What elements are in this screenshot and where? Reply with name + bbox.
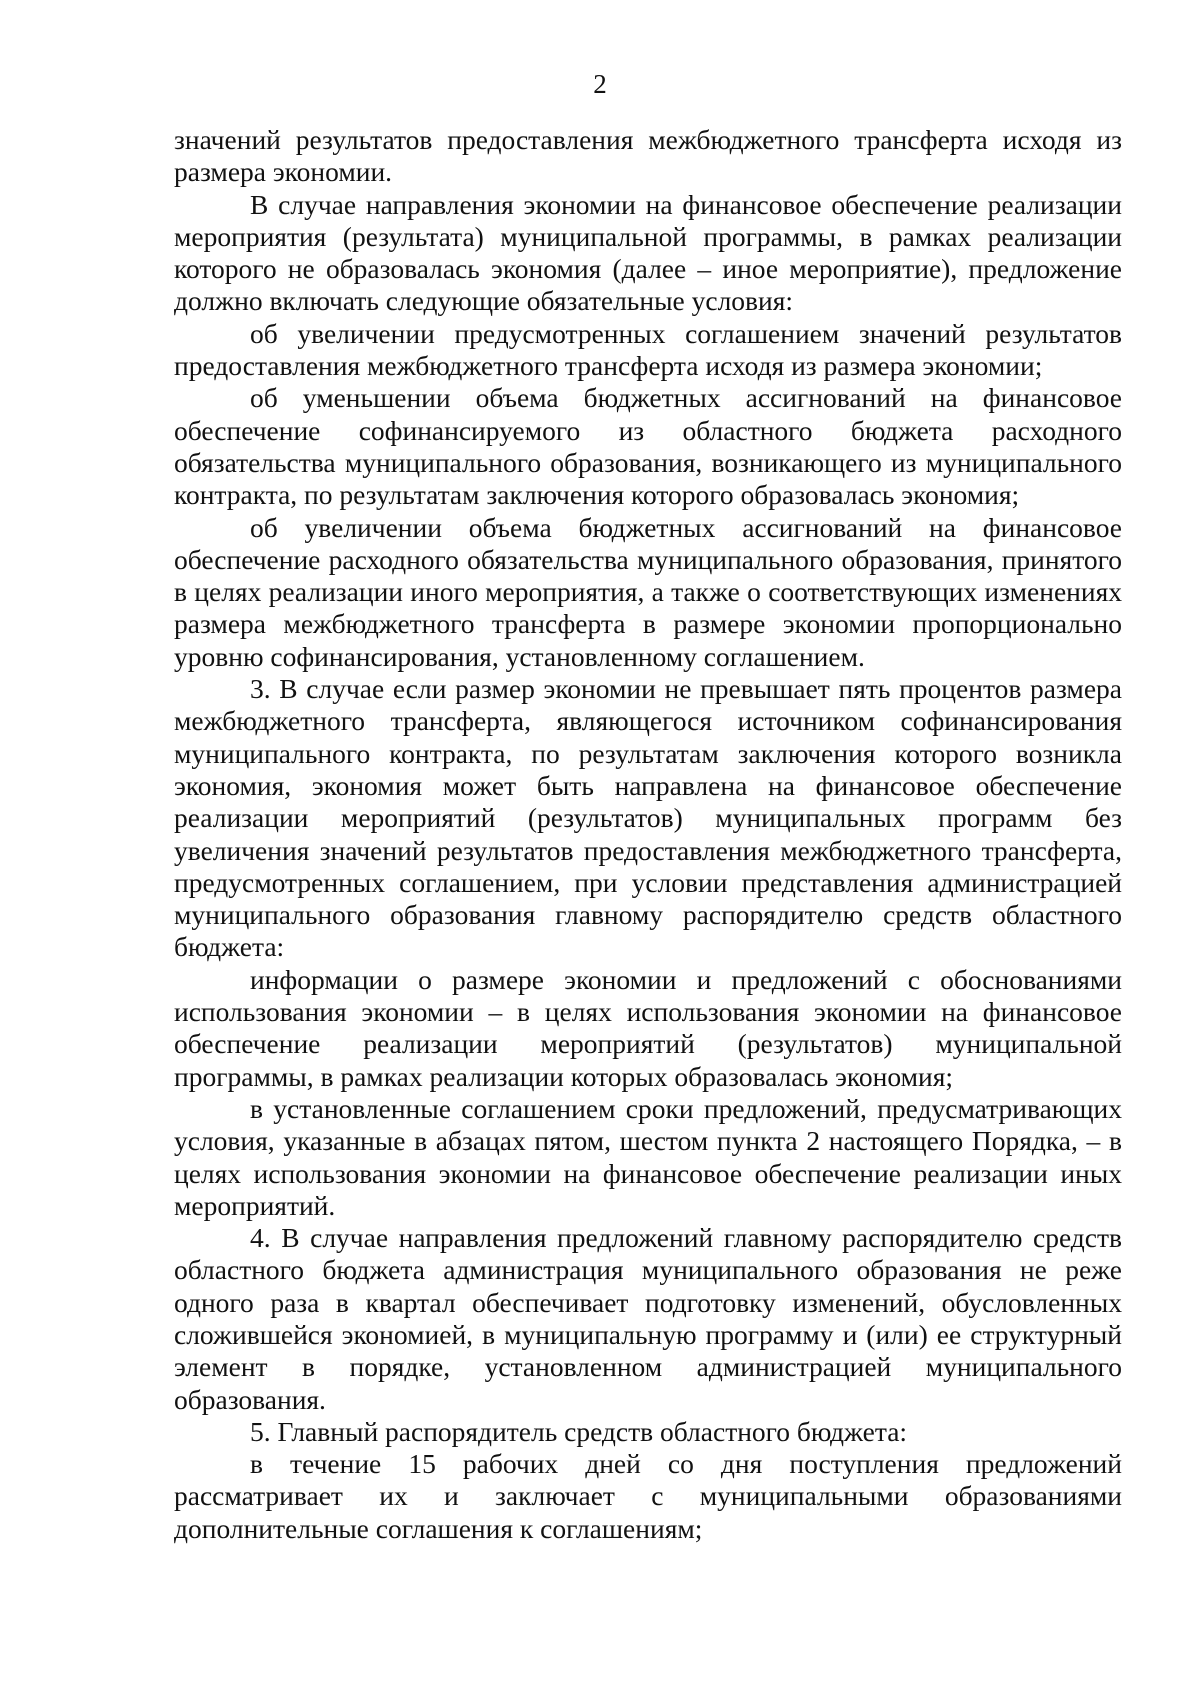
paragraph-item-3-information: информации о размере экономии и предложений с обоснованиями использования экономии – в целях использования экономии на финансовое обеспечение реализации мероприятий (результатов) муниципальной программы, в рамках реализации которых образовалась экономия;: [174, 963, 1122, 1092]
paragraph-condition-decrease-allocations: об уменьшении объема бюджетных ассигнований на финансовое обеспечение софинансируемого из областного бюджета расходного обязательства муниципального образования, возникающего из муниципального контракта, по результатам заключения которого образовалась экономия;: [174, 382, 1122, 511]
paragraph-item-5-deadline: в течение 15 рабочих дней со дня поступления предложений рассматривает их и заключает с муниципальными образованиями дополнительные соглашения к соглашениям;: [174, 1448, 1122, 1544]
document-body: [174, 124, 1122, 1545]
paragraph-continuation: значений результатов предоставления межбюджетного трансферта исходя из размера экономии.: [174, 124, 1122, 188]
paragraph-item-4: 4. В случае направления предложений главному распорядителю средств областного бюджета администрация муниципального образования не реже одного раза в квартал обеспечивает подготовку изменений, обусловленных сложившейся экономией, в муниципальную программу и (или) ее структурный элемент в порядке, установленном администрацией муниципального образования.: [174, 1222, 1122, 1415]
paragraph-condition-increase-allocations: об увеличении объема бюджетных ассигнований на финансовое обеспечение расходного обязательства муниципального образования, принятого в целях реализации иного мероприятия, а также о соответствующих изменениях размера межбюджетного трансферта в размере экономии пропорционально уровню софинансирования, установленному соглашением.: [174, 511, 1122, 672]
paragraph-item-5: 5. Главный распорядитель средств областного бюджета:: [250, 1415, 908, 1447]
page-number: 2: [593, 69, 607, 99]
paragraph-economy-other-measure: В случае направления экономии на финансовое обеспечение реализации мероприятия (результата) муниципальной программы, в рамках реализации которого не образовалась экономия (далее – иное мероприятие), предложение должно включать следующие обязательные условия:: [174, 188, 1122, 317]
paragraph-item-3: 3. В случае если размер экономии не превышает пять процентов размера межбюджетного трансферта, являющегося источником софинансирования муниципального контракта, по результатам заключения которого возникла экономия, экономия может быть направлена на финансовое обеспечение реализации мероприятий (результатов) муниципальных программ без увеличения значений результатов предоставления межбюджетного трансферта, предусмотренных соглашением, при условии представления администрацией муниципального образования главному распорядителю средств областного бюджета:: [174, 673, 1122, 963]
paragraph-condition-increase-results: об увеличении предусмотренных соглашением значений результатов предоставления межбюджетного трансферта исходя из размера экономии;: [174, 317, 1122, 382]
paragraph-item-3-proposals: в установленные соглашением сроки предложений, предусматривающих условия, указанные в абзацах пятом, шестом пункта 2 настоящего Порядка, – в целях использования экономии на финансовое обеспечение реализации иных мероприятий.: [174, 1092, 1122, 1221]
